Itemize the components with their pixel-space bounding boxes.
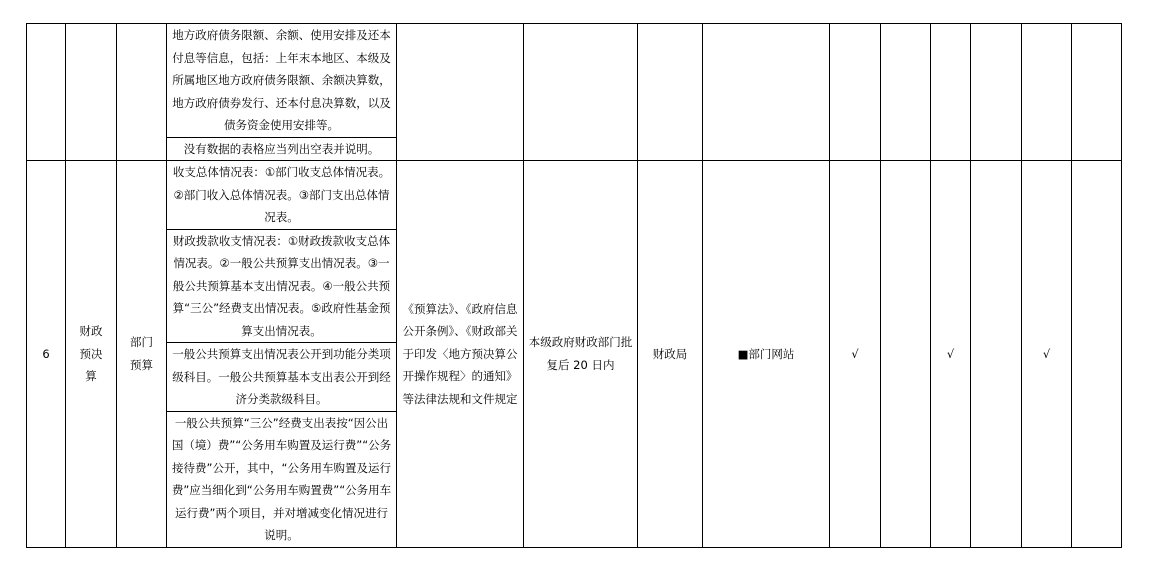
- timeline-cell-empty: [524, 24, 638, 161]
- content-cell-three-public: 一般公共预算“三公”经费支出表按“因公出国（境）费”“公务用车购置及运行费”“公务接待费”公开，其中，“公务用车购置及运行费”应当细化到“公务用车购置费”“公务用车运行费”两个项目，并对增减变化情况进行说明。: [167, 411, 397, 547]
- content-cell-classification: 一般公共预算支出情况表公开到功能分类项级科目。一般公共预算基本支出表公开到经济分类款级科目。: [167, 343, 397, 412]
- seq-cell-empty: [27, 24, 66, 161]
- content-cell-overall: 收支总体情况表：①部门收支总体情况表。②部门收入总体情况表。③部门支出总体情况表。: [167, 161, 397, 230]
- extra-cell-5-empty: [1022, 24, 1072, 161]
- check-cell-c: √: [1022, 161, 1072, 548]
- timeline-cell: 本级政府财政部门批复后 20 日内: [524, 161, 638, 548]
- basis-cell-empty: [397, 24, 524, 161]
- category-cell-empty: [66, 24, 117, 161]
- extra-cell-1-empty: [830, 24, 881, 161]
- content-cell-funding: 财政拨款收支情况表：①财政拨款收支总体情况表。②一般公共预算支出情况表。③一般公共预算基本支出情况表。④一般公共预算“三公”经费支出情况表。⑤政府性基金预算支出情况表。: [167, 229, 397, 343]
- basis-cell: 《预算法》、《政府信息公开条例》、《财政部关于印发〈地方预决算公开操作规程〉的通知》等法律法规和文件规定: [397, 161, 524, 548]
- extra-cell-2-empty: [881, 24, 931, 161]
- extra-cell-6-empty: [1072, 24, 1122, 161]
- extra-cell-4-empty: [971, 24, 1022, 161]
- content-cell-empty-table-note: 没有数据的表格应当列出空表并说明。: [167, 137, 397, 161]
- subject-cell: 财政局: [638, 161, 703, 548]
- category-cell: 财政预决算: [66, 161, 117, 548]
- extra-cell-3-empty: [931, 24, 971, 161]
- check-cell-empty-2: [971, 161, 1022, 548]
- check-cell-a: √: [830, 161, 881, 548]
- table-row-item-6: [27, 161, 1122, 230]
- subcategory-cell: 部门预算: [117, 161, 167, 548]
- content-cell-debt-info: 地方政府债务限额、余额、使用安排及还本付息等信息，包括：上年末本地区、本级及所属地区地方政府债务限额、余额决算数，地方政府债券发行、还本付息决算数，以及债务资金使用安排等。: [167, 24, 397, 138]
- disclosure-table: [26, 23, 1122, 548]
- table-row-continuation: [27, 24, 1122, 138]
- check-cell-b: √: [931, 161, 971, 548]
- check-cell-empty-3: [1072, 161, 1122, 548]
- subject-cell-empty: [638, 24, 703, 161]
- channel-cell: ■部门网站: [703, 161, 830, 548]
- check-cell-empty-1: [881, 161, 931, 548]
- channel-cell-empty: [703, 24, 830, 161]
- subcategory-cell-empty: [117, 24, 167, 161]
- seq-cell: 6: [27, 161, 66, 548]
